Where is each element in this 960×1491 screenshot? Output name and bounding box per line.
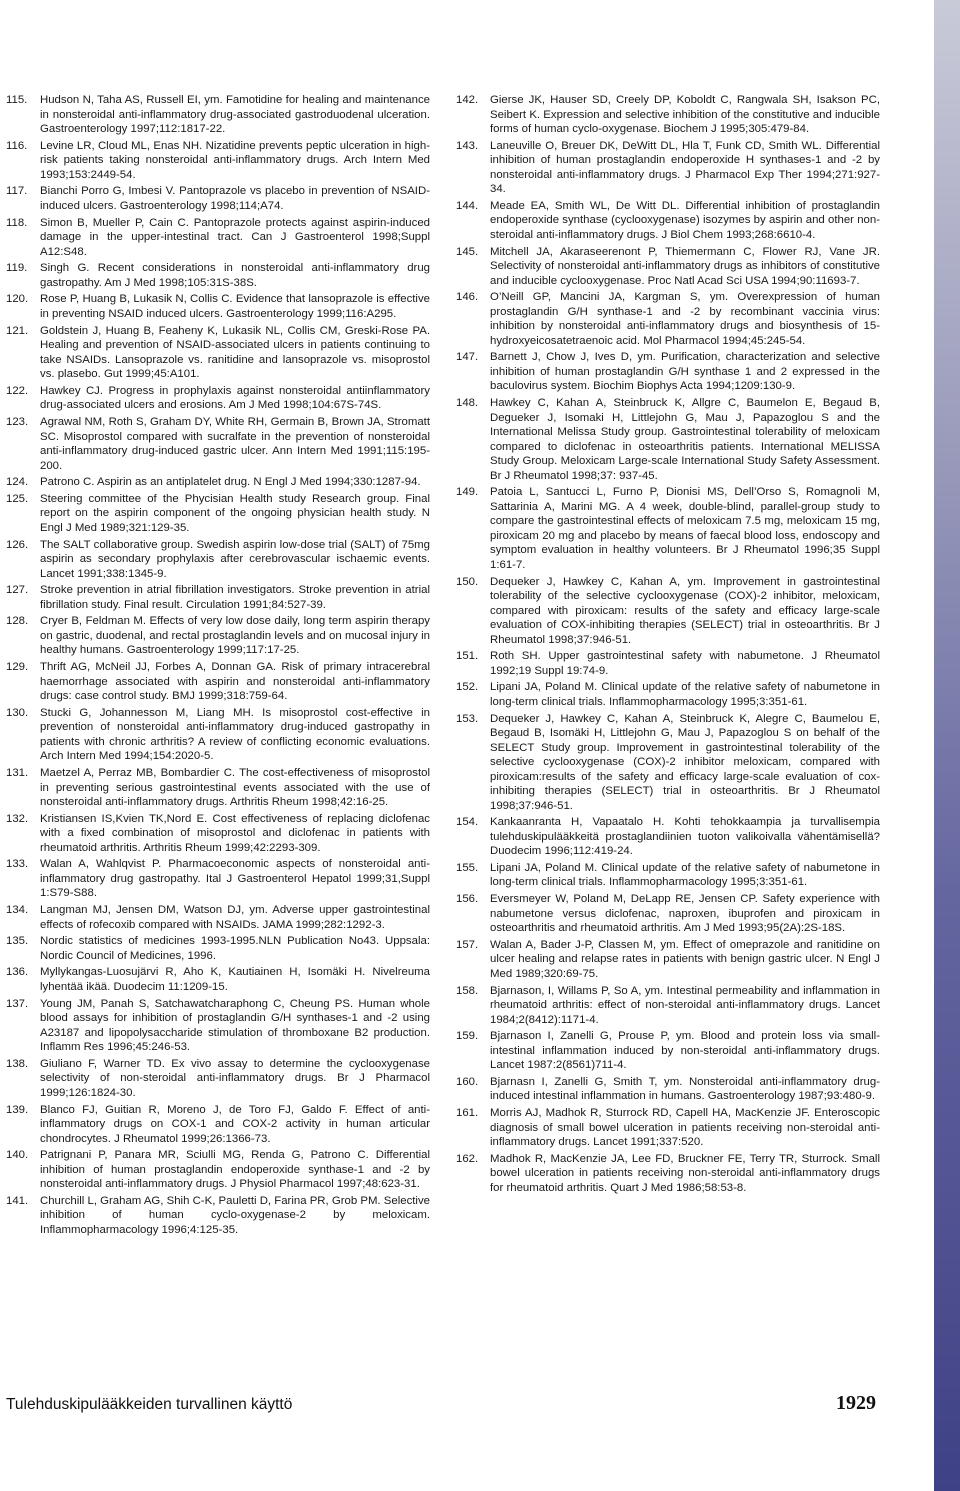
reference-number: 124. bbox=[6, 476, 29, 489]
reference-number: 119. bbox=[6, 262, 28, 275]
reference-item bbox=[6, 292, 430, 321]
reference-text: Patrono C. Aspirin as an antiplatelet drug. N Engl J Med 1994;330:1287-94. bbox=[40, 476, 421, 489]
reference-item bbox=[456, 485, 880, 572]
reference-text: Lipani JA, Poland M. Clinical update of the relative safety of nabumetone in long-term clinical trials. Inflammopharmacology 1995;3:351-61. bbox=[490, 861, 880, 889]
reference-number: 162. bbox=[456, 1152, 479, 1165]
reference-number: 145. bbox=[456, 245, 479, 258]
reference-text: Blanco FJ, Guitian R, Moreno J, de Toro FJ, Galdo F. Effect of anti-inflammatory drugs on COX-1 and COX-2 activity in human articular chondrocytes. J Rheumatol 1999;26:1366-73. bbox=[40, 1103, 430, 1145]
reference-text: Morris AJ, Madhok R, Sturrock RD, Capell HA, MacKenzie JF. Enteroscopic diagnosis of small bowel ulceration in patients receiving non-steroidal anti-inflammatory drugs. Lancet 1991;337:520. bbox=[490, 1107, 880, 1149]
reference-text: Hawkey C, Kahan A, Steinbruck K, Allgre C, Baumelon E, Begaud B, Degueker J, Isomaki H, Littlejohn G, Mau J, Papazoglou S and the International Melissa Study group. Gastrointestinal tolerability of meloxicam compared to diclofenac in osteoarthritis patients. International MELISSA Study Group. Meloxicam Large-scale International Study Safety Assessment. Br J Rheumatol 1998;37: 937-45. bbox=[490, 397, 880, 482]
reference-item bbox=[6, 216, 430, 260]
reference-number: 151. bbox=[456, 650, 479, 663]
reference-number: 155. bbox=[456, 861, 479, 874]
reference-item bbox=[456, 984, 880, 1028]
reference-text: Walan A, Wahlqvist P. Pharmacoeconomic aspects of nonsteroidal anti-inflammatory drug gastropathy. Ital J Gastroenterol Hepatol 1999;31,Suppl 1:S79-S88. bbox=[40, 858, 430, 900]
reference-number: 140. bbox=[6, 1149, 29, 1162]
reference-text: Nordic statistics of medicines 1993-1995.NLN Publication No43. Uppsala: Nordic Council of Medicines, 1996. bbox=[40, 935, 430, 962]
reference-item bbox=[6, 492, 430, 536]
reference-item bbox=[456, 649, 880, 678]
reference-text: Laneuville O, Breuer DK, DeWitt DL, Hla T, Funk CD, Smith WL. Differential inhibition of human prostaglandin endoperoxide H synthases-1 and -2 by nonsteroidal anti-inflammatory drugs. J Pharmacol Exp Ther 1994;271:927-34. bbox=[490, 139, 880, 196]
reference-number: 133. bbox=[6, 858, 29, 871]
reference-text: Patoia L, Santucci L, Furno P, Dionisi MS, Dell’Orso S, Romagnoli M, Sattarinia A, Marini MG. A 4 week, double-blind, parallel-group study to compare the gastrointestinal effects of meloxicam 7.5 mg, meloxicam 15 mg, piroxicam 20 mg and placebo by means of faecal blood loss, endoscopy and symptom evaluation in healthy volunteers. Br J Rheumatol 1996;35 Suppl 1:61-7. bbox=[490, 486, 880, 571]
reference-text: Thrift AG, McNeil JJ, Forbes A, Donnan GA. Risk of primary intracerebral haemorrhage associated with aspirin and nonsteroidal anti-inflammatory drugs: case control study. BMJ 1999;318:759-64. bbox=[40, 661, 430, 703]
reference-number: 142. bbox=[456, 94, 479, 106]
reference-text: Madhok R, MacKenzie JA, Lee FD, Bruckner FE, Terry TR, Sturrock. Small bowel ulceration in patients receiving non-steroidal anti-inflammatory drugs for rheumatoid arthritis. Quart J Med 1986;58:53-8. bbox=[490, 1152, 880, 1194]
reference-number: 128. bbox=[6, 615, 29, 628]
reference-number: 141. bbox=[6, 1194, 29, 1207]
reference-number: 149. bbox=[456, 486, 479, 499]
reference-text: Mitchell JA, Akaraseerenont P, Thiemermann C, Flower RJ, Vane JR. Selectivity of nonsteroidal anti-inflammatory drugs as inhibitors of constitutive and inducible cyclooxygenase. Proc Natl Acad Sci USA 1994;90:11693-7. bbox=[490, 245, 880, 287]
reference-item bbox=[6, 934, 430, 963]
reference-number: 125. bbox=[6, 492, 29, 505]
reference-text: Hawkey CJ. Progress in prophylaxis against nonsteroidal antiinflammatory drug-associated ulcers and erosions. Am J Med 1998;104:67S-74S. bbox=[40, 384, 430, 412]
reference-item bbox=[456, 290, 880, 348]
reference-item bbox=[6, 384, 430, 413]
reference-number: 116. bbox=[6, 139, 28, 152]
reference-text: Gierse JK, Hauser SD, Creely DP, Koboldt C, Rangwala SH, Isakson PC, Seibert K. Expression and selective inhibition of the constitutive and inducible forms of human cyclo-oxygenase. Biochem J 1995;305:479-84. bbox=[490, 94, 880, 135]
reference-text: Roth SH. Upper gastrointestinal safety with nabumetone. J Rheumatol 1992;19 Suppl 19:74-9. bbox=[490, 650, 880, 677]
reference-number: 159. bbox=[456, 1030, 479, 1043]
reference-text: Maetzel A, Perraz MB, Bombardier C. The cost-effectiveness of misoprostol in preventing serious gastrointestinal events associated with the use of nonsteroidal anti-inflammatory drugs. Arthritis Rheum 1998;42:16-25. bbox=[40, 767, 430, 808]
reference-item bbox=[6, 965, 430, 994]
reference-item bbox=[456, 139, 880, 197]
reference-text: Stroke prevention in atrial fibrillation investigators. Stroke prevention in atrial fibrillation study. Final result. Circulation 1991;84:527-39. bbox=[40, 584, 430, 611]
page-number: 1929 bbox=[836, 1392, 876, 1414]
reference-number: 121. bbox=[6, 324, 29, 337]
reference-text: Young JM, Panah S, Satchawatcharaphong C, Cheung PS. Human whole blood assays for inhibition of prostaglandin G/H synthases-1 and -2 using A23187 and lipopolysaccharide stimulation of thromboxane B2 production. Inflamm Res 1996;45:246-53. bbox=[40, 997, 430, 1054]
reference-item bbox=[6, 997, 430, 1055]
reference-text: Kristiansen IS,Kvien TK,Nord E. Cost effectiveness of replacing diclofenac with a fixed combination of misoprostol and diclofenac in patients with rheumatoid arthritis. Arthritis Rheum 1999;42:2293-309. bbox=[40, 812, 430, 854]
reference-item bbox=[456, 93, 880, 137]
reference-item bbox=[6, 261, 430, 290]
reference-text: Rose P, Huang B, Lukasik N, Collis C. Evidence that lansoprazole is effective in preventing NSAID induced ulcers. Gastroenterology 1999;116:A295. bbox=[40, 293, 430, 320]
reference-item bbox=[6, 1194, 430, 1238]
reference-item bbox=[456, 350, 880, 394]
reference-number: 144. bbox=[456, 199, 479, 212]
reference-number: 136. bbox=[6, 966, 29, 979]
reference-item bbox=[6, 857, 430, 901]
reference-number: 122. bbox=[6, 384, 29, 397]
reference-item bbox=[6, 1103, 430, 1147]
reference-item bbox=[6, 415, 430, 473]
reference-text: Barnett J, Chow J, Ives D, ym. Purification, characterization and selective inhibition of human prostaglandin G/H synthase 1 and 2 expressed in the baculovirus system. Biochim Biophys Acta 1994;1209:130-9. bbox=[490, 351, 880, 393]
reference-item bbox=[6, 1057, 430, 1101]
reference-item bbox=[6, 660, 430, 704]
reference-number: 132. bbox=[6, 812, 29, 825]
reference-number: 153. bbox=[456, 712, 479, 725]
reference-item bbox=[6, 139, 430, 183]
reference-text: Cryer B, Feldman M. Effects of very low dose daily, long term aspirin therapy on gastric, duodenal, and rectal prostaglandin levels and on mucosal injury in healthy humans. Gastroenterology 1999;117:17-25. bbox=[40, 615, 430, 657]
reference-number: 126. bbox=[6, 538, 29, 551]
reference-item bbox=[456, 712, 880, 814]
reference-number: 115. bbox=[6, 94, 28, 106]
reference-text: The SALT collaborative group. Swedish aspirin low-dose trial (SALT) of 75mg aspirin as secondary prophylaxis after cerebrovascular ischaemic events. Lancet 1991;338:1345-9. bbox=[40, 538, 430, 580]
reference-item bbox=[456, 1075, 880, 1104]
reference-item bbox=[6, 706, 430, 764]
reference-item bbox=[456, 575, 880, 648]
reference-number: 117. bbox=[6, 185, 28, 198]
reference-item bbox=[6, 903, 430, 932]
reference-text: Giuliano F, Warner TD. Ex vivo assay to determine the cyclooxygenase selectivity of non-steroidal anti-inflammatory drugs. Br J Pharmacol 1999;126:1824-30. bbox=[40, 1057, 430, 1099]
reference-text: Myllykangas-Luosujärvi R, Aho K, Kautiainen H, Isomäki H. Nivelreuma lyhentää ikää. Duodecim 11:1209-15. bbox=[40, 966, 430, 993]
reference-text: Langman MJ, Jensen DM, Watson DJ, ym. Adverse upper gastrointestinal effects of rofecoxib compared with NSAIDs. JAMA 1999;282:1292-3. bbox=[40, 904, 430, 931]
reference-text: O’Neill GP, Mancini JA, Kargman S, ym. Overexpression of human prostaglandin G/H synthase-1 and -2 by recombinant vaccinia virus: inhibition by nonsteroidal anti-inflammatory drugs and biosynthesis of 15-hydroxyeicosatetraenoic acid. Mol Pharmacol 1994;45:245-54. bbox=[490, 291, 880, 347]
reference-number: 123. bbox=[6, 416, 29, 428]
reference-item bbox=[456, 1106, 880, 1150]
reference-number: 131. bbox=[6, 767, 29, 779]
footer-title: Tulehduskipulääkkeiden turvallinen käyttö bbox=[6, 1396, 293, 1413]
reference-text: Meade EA, Smith WL, De Witt DL. Differential inhibition of prostaglandin endoperoxide synthase (cyclooxygenase) isozymes by aspirin and other non-steroidal anti-inflammatory drugs. J Biol Chem 1993;268:6610-4. bbox=[490, 199, 880, 241]
reference-number: 127. bbox=[6, 584, 29, 597]
reference-text: Levine LR, Cloud ML, Enas NH. Nizatidine prevents peptic ulceration in high-risk patients taking nonsteroidal anti-inflammatory drugs. Arch Intern Med 1993;153:2449-54. bbox=[40, 139, 430, 181]
reference-number: 148. bbox=[456, 397, 479, 410]
decorative-side-strip bbox=[934, 0, 960, 1491]
reference-text: Churchill L, Graham AG, Shih C-K, Pauletti D, Farina PR, Grob PM. Selective inhibition of human cyclo-oxygenase-2 by meloxicam. Inflammopharmacology 1996;4:125-35. bbox=[40, 1194, 430, 1236]
reference-text: Stucki G, Johannesson M, Liang MH. Is misoprostol cost-effective in prevention of nonsteroidal anti-inflammatory drug-induced gastropathy in patients with chronic arthritis? A review of conflicting economic evaluations. Arch Intern Med 1994;154:2020-5. bbox=[40, 706, 430, 763]
reference-number: 143. bbox=[456, 139, 479, 152]
reference-item bbox=[6, 812, 430, 856]
reference-text: Hudson N, Taha AS, Russell EI, ym. Famotidine for healing and maintenance in nonsteroidal anti-inflammatory drug-associated gastroduodenal ulceration. Gastroenterology 1997;112:1817-22. bbox=[40, 94, 430, 135]
reference-text: Singh G. Recent considerations in nonsteroidal anti-inflammatory drug gastropathy. Am J Med 1998;105:31S-38S. bbox=[40, 262, 430, 289]
reference-text: Dequeker J, Hawkey C, Kahan A, Steinbruck K, Alegre C, Baumelou E, Begaud B, Isomäki H, Littlejohn G, Mau J, Papazoglou S on behalf of the SELECT Study group. Improvement in gastrointestinal tolerability of the selective cyclooxygenase (COX)-2 inhibitor meloxicam, compared with piroxicam:results of the safety and efficacy large-scale evaluation of cox-inhibiting therapies (SELECT) trial in osteoarthritis. Br J Rheumatol 1998;37:946-51. bbox=[490, 712, 880, 812]
reference-item bbox=[456, 892, 880, 936]
reference-item bbox=[6, 538, 430, 582]
reference-item bbox=[6, 184, 430, 213]
reference-number: 137. bbox=[6, 997, 29, 1010]
reference-text: Lipani JA, Poland M. Clinical update of the relative safety of nabumetone in long-term clinical trials. Inflammopharmacology 1995;3:351-61. bbox=[490, 681, 880, 708]
reference-item bbox=[6, 324, 430, 382]
reference-number: 158. bbox=[456, 984, 479, 997]
reference-number: 157. bbox=[456, 938, 479, 951]
reference-text: Dequeker J, Hawkey C, Kahan A, ym. Improvement in gastrointestinal tolerability of the selective cyclooxygenase (COX)-2 inhibitor, meloxicam, compared with piroxicam: results of the safety and efficacy large-scale evaluation of COX-inhibiting therapies (SELECT) trial in osteoarthritis. Br J Rheumatol 1998;37:946-51. bbox=[490, 575, 880, 646]
reference-text: Agrawal NM, Roth S, Graham DY, White RH, Germain B, Brown JA, Stromatt SC. Misoprostol compared with sucralfate in the prevention of nonsteroidal anti-inflammatory drug-induced gastric ulcer. Ann Intern Med 1991;115:195-200. bbox=[40, 416, 430, 472]
reference-item bbox=[6, 475, 430, 490]
reference-item bbox=[456, 861, 880, 890]
reference-text: Bjarnasn I, Zanelli G, Smith T, ym. Nonsteroidal anti-inflammatory drug-induced intestinal inflammation in humans. Gastroenterology 1987;93:480-9. bbox=[490, 1075, 880, 1103]
reference-number: 147. bbox=[456, 351, 479, 364]
reference-number: 154. bbox=[456, 816, 479, 829]
reference-item bbox=[456, 396, 880, 483]
reference-item bbox=[456, 199, 880, 243]
reference-item bbox=[456, 1152, 880, 1196]
reference-number: 118. bbox=[6, 216, 28, 229]
references-left-column bbox=[6, 93, 430, 1240]
reference-number: 135. bbox=[6, 935, 29, 948]
reference-item bbox=[456, 1029, 880, 1073]
reference-number: 138. bbox=[6, 1057, 29, 1070]
reference-number: 152. bbox=[456, 681, 479, 694]
reference-number: 130. bbox=[6, 706, 29, 719]
reference-item bbox=[6, 1148, 430, 1192]
reference-item bbox=[456, 680, 880, 709]
reference-number: 160. bbox=[456, 1075, 479, 1088]
reference-text: Steering committee of the Phycisian Health study Research group. Final report on the aspirin component of the ongoing physician health study. N Engl J Med 1989;321:129-35. bbox=[40, 492, 430, 534]
reference-item bbox=[456, 815, 880, 859]
reference-text: Kankaanranta H, Vapaatalo H. Kohti tehokkaampia ja turvallisempia tulehduskipulääkkeitä prostaglandiinien tuoton valikoivalla vähentämisellä? Duodecim 1996;112:419-24. bbox=[490, 816, 880, 858]
reference-number: 156. bbox=[456, 893, 479, 906]
reference-item bbox=[6, 766, 430, 810]
reference-text: Simon B, Mueller P, Cain C. Pantoprazole protects against aspirin-induced damage in the upper-intestinal tract. Can J Gastroenterol 1998;Suppl A12:S48. bbox=[40, 216, 430, 258]
references-right-column bbox=[456, 93, 880, 1197]
reference-number: 146. bbox=[456, 291, 479, 304]
reference-item bbox=[456, 938, 880, 982]
reference-number: 161. bbox=[456, 1107, 479, 1120]
reference-number: 150. bbox=[456, 575, 479, 588]
reference-number: 139. bbox=[6, 1103, 29, 1116]
reference-text: Patrignani P, Panara MR, Sciulli MG, Renda G, Patrono C. Differential inhibition of human prostaglandin endoperoxide synthase-1 and -2 by nonsteroidal anti-inflammatory drugs. J Physiol Pharmacol 1997;48:623-31. bbox=[40, 1149, 430, 1191]
reference-text: Bjarnason I, Zanelli G, Prouse P, ym. Blood and protein loss via small-intestinal inflammation induced by non-steroidal anti-inflammatory drugs. Lancet 1987:2(8561)711-4. bbox=[490, 1030, 880, 1072]
reference-text: Walan A, Bader J-P, Classen M, ym. Effect of omeprazole and ranitidine on ulcer healing and relapse rates in patients with benign gastric ulcer. N Engl J Med 1989;320:69-75. bbox=[490, 938, 880, 980]
reference-item bbox=[6, 614, 430, 658]
reference-number: 129. bbox=[6, 661, 29, 674]
reference-number: 120. bbox=[6, 293, 29, 306]
reference-text: Goldstein J, Huang B, Feaheny K, Lukasik NL, Collis CM, Greski-Rose PA. Healing and prevention of NSAID-associated ulcers in patients continuing to take NSAIDs. Lansoprazole vs. ranitidine and lansoprazole vs. misoprostol vs. plasebo. Gut 1999;45:A101. bbox=[40, 324, 430, 381]
reference-text: Bianchi Porro G, Imbesi V. Pantoprazole vs placebo in prevention of NSAID-induced ulcers. Gastroenterology 1998;114;A74. bbox=[40, 185, 430, 212]
reference-item bbox=[6, 583, 430, 612]
reference-text: Eversmeyer W, Poland M, DeLapp RE, Jensen CP. Safety experience with nabumetone versus diclofenac, naproxen, ibuprofen and piroxicam in osteoarthritis and rheumatoid arthritis. Am J Med 1993;95(2A):2S-18S. bbox=[490, 893, 880, 935]
reference-item bbox=[6, 93, 430, 137]
reference-item bbox=[456, 245, 880, 289]
reference-number: 134. bbox=[6, 904, 29, 917]
reference-text: Bjarnason, I, Willams P, So A, ym. Intestinal permeability and inflammation in rheumatoid arthritis: effect of non-steroidal anti-inflammatory drugs. Lancet 1984;2(8412):1171-4. bbox=[490, 984, 880, 1026]
